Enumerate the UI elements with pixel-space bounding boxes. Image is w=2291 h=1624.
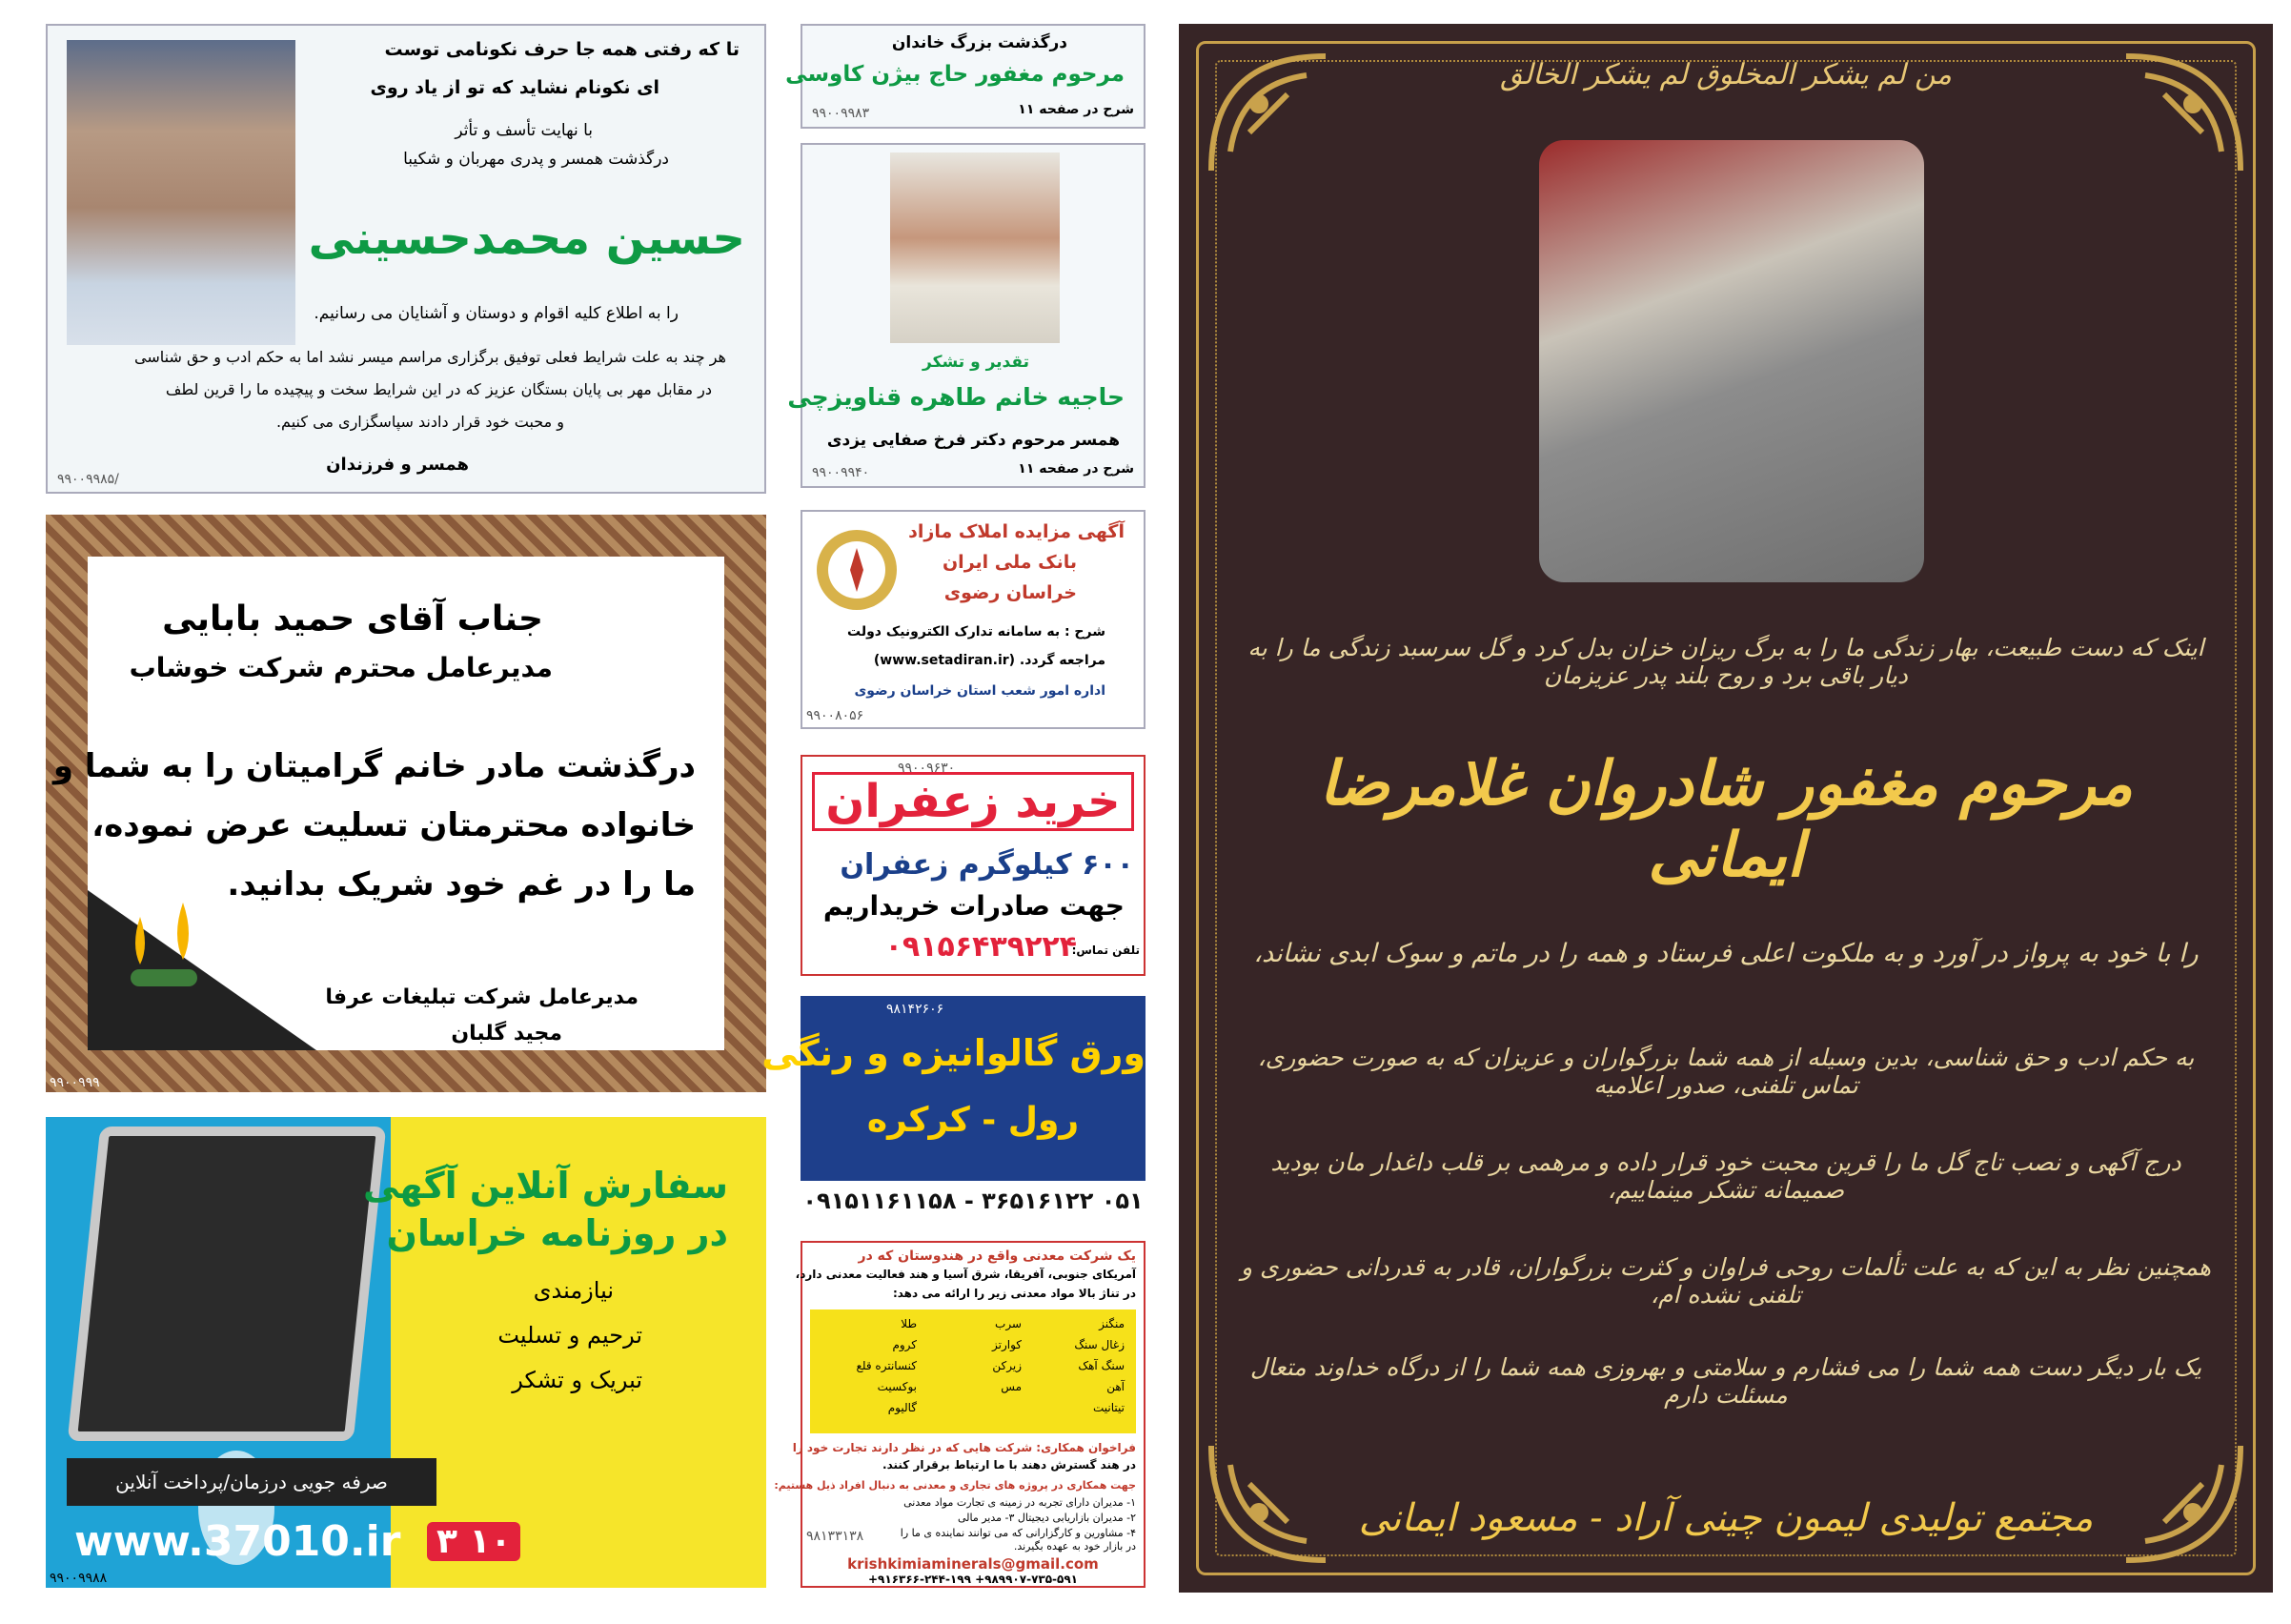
email[interactable]: krishkimiaminerals@gmail.com bbox=[847, 1555, 1099, 1573]
deceased-photo bbox=[1539, 140, 1924, 582]
mineral: گالیوم bbox=[887, 1401, 917, 1414]
addressee: جناب آقای حمید بابایی bbox=[162, 599, 543, 639]
role: در بازار خود به عهده بگیرند. bbox=[1013, 1540, 1136, 1553]
role: ۱- مدیران دارای تجربه در زمینه ی تجارت مواد معدنی bbox=[903, 1496, 1136, 1509]
ad-code: ۹۹۰۰۹۹۴۰ bbox=[812, 465, 870, 480]
service-item: ترحیم و تسلیت bbox=[497, 1322, 642, 1349]
message-line: ما را در غم خود شریک بدانید. bbox=[227, 865, 696, 903]
bank-melli-logo-icon bbox=[814, 527, 900, 613]
portrait-photo bbox=[890, 152, 1060, 343]
role: ۴- مشاورین و کارگزارانی که می توانند نماینده ی ما را bbox=[900, 1527, 1136, 1539]
mineral: زغال سنگ bbox=[1074, 1338, 1125, 1351]
verse: ای نکونام نشاید که تو از یاد روی bbox=[370, 77, 659, 98]
deceased-photo bbox=[67, 40, 295, 345]
product-sub: رول - کرکره bbox=[866, 1101, 1080, 1140]
addressee-title: مدیرعامل محترم شرکت خوشاب bbox=[129, 652, 553, 683]
brand-logo: ۳ ۱۰ bbox=[427, 1522, 520, 1561]
mineral: طلا bbox=[901, 1317, 917, 1330]
body-line: را با خود به پرواز در آورد و به ملکوت اعلی فرستاد و همه را در ماتم و سوک ابدی نشاند، bbox=[1253, 939, 2199, 968]
obituary-kavosi bbox=[785, 24, 1146, 129]
mineral: سرب bbox=[995, 1317, 1022, 1330]
candle-icon bbox=[116, 898, 212, 1012]
mineral: تیتانیت bbox=[1093, 1401, 1125, 1414]
call: در هند گسترش دهند با ما ارتباط برقرار کنند. bbox=[882, 1458, 1136, 1472]
heading: درگذشت بزرگ خاندان bbox=[891, 33, 1067, 52]
spouse-line: همسر مرحوم دکتر فرخ صفایی یزدی bbox=[826, 431, 1120, 450]
ad-code: ۹۹۰۰۹۹۸۸ bbox=[50, 1571, 108, 1586]
relation-line: درگذشت همسر و پدری مهربان و شکیبا bbox=[403, 150, 669, 169]
thanks-ghanav bbox=[787, 143, 1146, 488]
ad-code: ۹۹۰۰۸۰۵۶ bbox=[806, 708, 864, 723]
verse: تا که رفتی همه جا حرف نکونامی توست bbox=[384, 39, 740, 60]
body-line: هر چند به علت شرایط فعلی توفیق برگزاری مراسم میسر نشد اما به حکم ادب و حق شناسی bbox=[134, 348, 726, 366]
message-line: خانواده محترمتان تسلیت عرض نموده، bbox=[91, 806, 696, 844]
body-line: همچنین نظر به این که به علت تألمات روحی فراوان و کثرت بزرگواران، قادر به قدردانی حضوری و تلفنی نشده ام، bbox=[1240, 1253, 2212, 1309]
laptop-image bbox=[68, 1127, 387, 1441]
bank-auction-ad bbox=[801, 510, 1146, 729]
ad-code: ۹۹۰۰۹۹۹ bbox=[50, 1075, 100, 1090]
obituary-hossein bbox=[46, 24, 766, 494]
auction-title: آگهی مزایده املاک مازاد bbox=[908, 521, 1125, 542]
ad-code: ۹۹۰۰۹۹۸۳ bbox=[812, 106, 870, 121]
signature: مجتمع تولیدی لیمون چینی آراد - مسعود ایمانی bbox=[1358, 1496, 2094, 1540]
condolence-babaei bbox=[46, 515, 766, 1092]
mineral: مس bbox=[1001, 1380, 1022, 1393]
body-line: به حکم ادب و حق شناسی، بدین وسیله از همه شما بزرگواران و عزیزان که به صورت حضوری، تماس تلفنی، صدور اعلامیه bbox=[1257, 1044, 2195, 1099]
sender-name: مجید گلبان bbox=[451, 1022, 562, 1045]
quantity: ۶۰۰ کیلوگرم زعفران bbox=[840, 848, 1134, 882]
deceased-name: مرحوم مغفور شادروان غلامرضا ایمانی bbox=[1319, 748, 2133, 891]
mineral: منگنز bbox=[1099, 1317, 1125, 1330]
heading: یک شرکت معدنی واقع در هندوستان که در bbox=[858, 1248, 1136, 1264]
page-ref: شرح در صفحه ۱۱ bbox=[1018, 102, 1134, 117]
page-ref: شرح در صفحه ۱۱ bbox=[1018, 461, 1134, 477]
mineral: آهن bbox=[1106, 1380, 1125, 1393]
order-online-ad bbox=[46, 1117, 766, 1588]
body-line: یک بار دیگر دست همه شما را می فشارم و سلامتی و بهروزی همه شما را از درگاه خداوند متعال مسئلت دارم bbox=[1249, 1353, 2202, 1409]
office: اداره امور شعب استان خراسان رضوی bbox=[854, 683, 1105, 699]
banner: صرفه جویی درزمان/پرداخت آنلاین bbox=[67, 1458, 436, 1506]
purpose: جهت صادرات خریداریم bbox=[822, 890, 1125, 922]
message-line: درگذشت مادر خانم گرامیتان را به شما و bbox=[52, 747, 696, 785]
desc-line: شرح : به سامانه تدارک الکترونیک دولت bbox=[847, 624, 1105, 639]
product-title: ورق گالوانیزه و رنگی bbox=[761, 1032, 1146, 1074]
sender: مدیرعامل شرکت تبلیغات عرفا bbox=[325, 985, 639, 1009]
mineral: کوارتز bbox=[991, 1338, 1022, 1351]
mineral: کنسانتره قلع bbox=[856, 1359, 917, 1372]
body-line: در مقابل مهر بی پایان بستگان عزیز که در این شرایط سخت و پیچیده ما را قرین لطف bbox=[165, 380, 712, 398]
top-verse: من لم یشکر المخلوق لم یشکر الخالق bbox=[1500, 58, 1952, 91]
deceased-name: حسین محمدحسینی bbox=[308, 212, 745, 265]
need: جهت همکاری در پروژه های تجاری و معدنی به دنبال افراد ذیل هستیم: bbox=[774, 1479, 1136, 1492]
mineral: بوکسیت bbox=[877, 1380, 917, 1393]
service-item: تبریک و تشکر bbox=[512, 1367, 642, 1393]
desc-line: مراجعه گردد. (www.setadiran.ir) bbox=[873, 653, 1105, 668]
body-line: درج آگهی و نصب تاج گل ما را قرین محبت خود قرار داده و مرهمی بر قلب داغدار مان بودید صمیمانه تشکر مینماییم، bbox=[1270, 1148, 2181, 1204]
caption: تقدیر و تشکر bbox=[922, 353, 1029, 372]
signed: همسر و فرزندان bbox=[326, 455, 469, 475]
phones[interactable]: +۹۱۶۳۶۶-۲۴۴-۱۹۹ +۹۸۹۹۰۷-۷۳۵-۵۹۱ bbox=[868, 1573, 1078, 1586]
bank-name: بانک ملی ایران bbox=[942, 552, 1077, 573]
minerals-table bbox=[810, 1309, 1136, 1433]
person-name: حاجیه خانم طاهره قناویزچی bbox=[787, 383, 1125, 411]
service-item: نیازمندی bbox=[533, 1277, 614, 1304]
heading: آمریکای جنوبی، آفریقا، شرق آسیا و هند فعالیت معدنی دارد، bbox=[795, 1268, 1136, 1281]
ad-code: ۹۸۱۴۲۶۰۶ bbox=[886, 1002, 944, 1017]
deceased-name: مرحوم مغفور حاج بیژن کاوسی bbox=[785, 62, 1125, 87]
ad-code: ۹۹۰۰۹۹۸۵/ bbox=[57, 472, 119, 487]
phone-numbers[interactable]: ۰۵۱ ۳۶۵۱۶۱۲۲ - ۰۹۱۵۱۱۶۱۱۵۸ bbox=[801, 1181, 1146, 1221]
mineral: سنگ آهک bbox=[1078, 1359, 1125, 1372]
region: خراسان رضوی bbox=[943, 582, 1077, 603]
mineral: کروم bbox=[892, 1338, 917, 1351]
ad-code: ۹۸۱۳۳۱۳۸ bbox=[806, 1529, 864, 1544]
heading: در تناژ بالا مواد معدنی زیر را ارائه می دهد: bbox=[892, 1287, 1136, 1300]
mineral: زیرکن bbox=[992, 1359, 1022, 1372]
intro-text: اینک که دست طبیعت، بهار زندگی ما را به برگ ریزان خزان بدل کرد و گل سرسبد زندگی ما را به دیار باقی برد و روح بلند پدر عزیزمان bbox=[1247, 634, 2204, 689]
promo-title: در روزنامه خراسان bbox=[386, 1212, 728, 1254]
memorial-ad bbox=[1179, 24, 2273, 1593]
saffron-title: خرید زعفران bbox=[812, 772, 1134, 831]
phone-number[interactable]: ۰۹۱۵۶۴۳۹۲۲۴ bbox=[884, 930, 1077, 964]
body-line: و محبت خود قرار دادند سپاسگزاری می کنیم. bbox=[275, 413, 564, 431]
notice: را به اطلاع کلیه اقوام و دوستان و آشنایان می رسانیم. bbox=[314, 304, 679, 323]
saffron-ad bbox=[801, 755, 1146, 976]
promo-title: سفارش آنلاین آگهی bbox=[362, 1165, 728, 1207]
ad-code: ۹۹۰۰۹۶۳۰ bbox=[898, 761, 956, 776]
call: فراخوان همکاری: شرکت هایی که در نظر دارند تجارت خود را bbox=[792, 1441, 1136, 1454]
galvanized-sheet-ad bbox=[761, 996, 1146, 1221]
role: ۲- مدیران بازاریابی دیجیتال ۳- مدیر مالی bbox=[957, 1512, 1136, 1524]
sorrow-line: با نهایت تأسف و تأثر bbox=[455, 121, 593, 140]
promo-panel bbox=[362, 1117, 766, 1588]
mining-company-ad bbox=[774, 1241, 1146, 1588]
phone-label: تلفن تماس: bbox=[1071, 944, 1140, 957]
site-link[interactable]: www.37010.ir bbox=[74, 1517, 401, 1566]
